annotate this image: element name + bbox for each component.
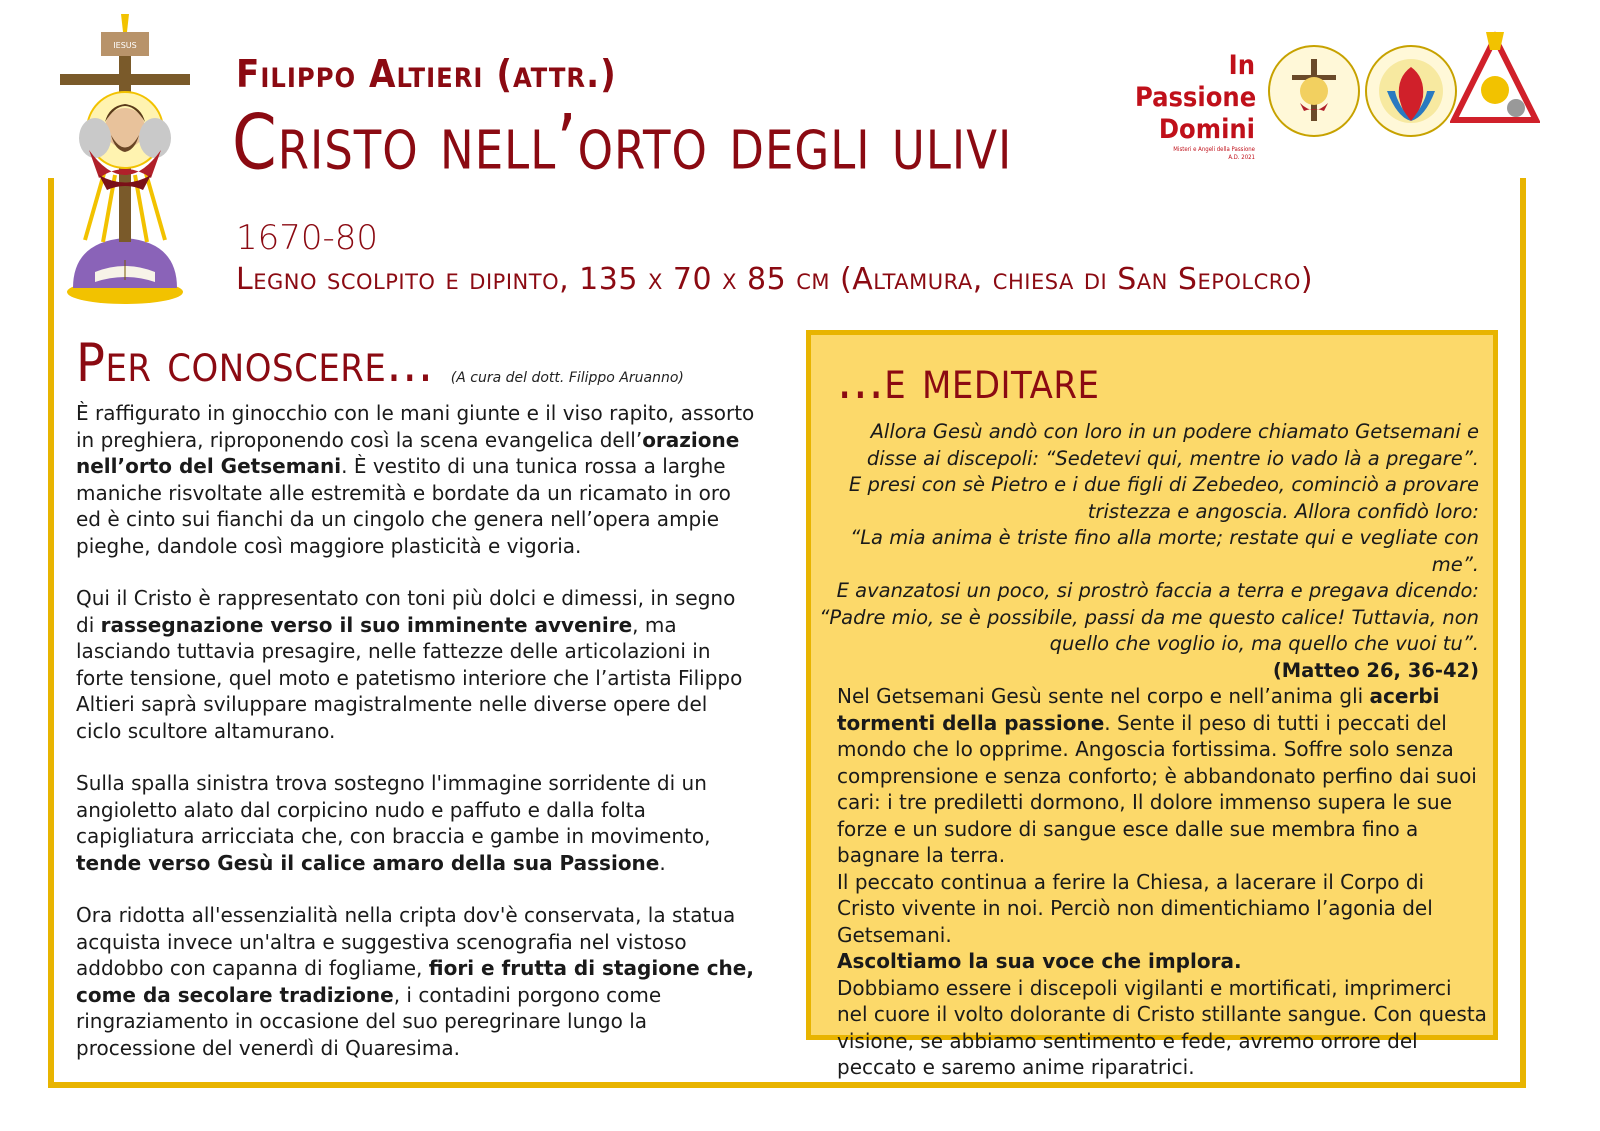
artwork-material: Legno scolpito e dipinto, 135 x 70 x 85 cm (Altamura, chiesa di San Sepolcro) [236,262,1314,297]
crucifix-emblem-icon [55,10,195,310]
knowledge-paragraph-1 [76,400,756,559]
text-run: . [659,850,666,875]
meditation-box [806,330,1498,1079]
logo-line-2: Domini [1158,114,1255,145]
gospel-line: “La mia anima è triste fino alla morte; restate qui e vegliate con me”. [850,526,1479,576]
meditation-paragraph-4: Dobbiamo essere i discepoli vigilanti e mortificati, imprimerci nel cuore il volto dolorante di Cristo stillante sangue. Con questa visione, se abbiamo sentimento e fede, avremo orrore del peccato e saremo anime riparatrici. [837,975,1487,1079]
text-run: . È vestito di una tunica rossa a larghe maniche risvoltate alle estremità e bordate da un ricamato in oro ed è cinto sui fianchi da un cingolo che genera nell’opera ampie pieghe, dandole così maggiore plasticità e vigoria. [76,454,731,558]
logo-line-1: In Passione [1135,50,1257,113]
knowledge-section [76,332,756,1087]
in-passione-domini-logo [1135,50,1255,162]
text-run: , i contadini porgono come ringraziamento in occasione del suo peregrinare lungo la processione del venerdì di Quaresima. [76,982,662,1060]
highlight-text: acerbi tormenti della passione [837,684,1440,735]
highlight-text: fiori e frutta di stagione che, come da secolare tradizione [76,956,754,1007]
text-run: Sulla spalla sinistra trova sostegno l'immagine sorridente di un angioletto alato dal corpicino nudo e paffuto e dalla folta capigliatura arricciata che, con braccia e gambe in movimento, [76,771,711,848]
gospel-line: “Padre mio, se è possibile, passi da me questo calice! Tuttavia, non quello che voglio io, ma quello che vuoi tu”. [819,605,1479,655]
author-name: Filippo Altieri (attr.) [236,52,617,96]
highlight-text: Ascoltiamo la sua voce che implora. [837,949,1242,973]
gospel-line: E presi con sè Pietro e i due figli di Zebedeo, cominciò a provare tristezza e angoscia. Allora confidò loro: [848,473,1479,523]
meditation-paragraph-1 [837,683,1487,869]
confraternita-emblem-icon [1365,45,1457,137]
highlight-text: rassegnazione verso il suo imminente avvenire [100,612,633,637]
meditation-paragraph-3 [837,948,1487,975]
meditation-title: ...e meditare [837,349,1100,411]
gospel-line: E avanzatosi un poco, si prostrò faccia a terra e pregava dicendo: [836,579,1479,602]
text-run: Qui il Cristo è rappresentato con toni più dolci e dimessi, in segno di [76,586,736,637]
knowledge-credit: (A cura del dott. Filippo Aruanno) [450,370,684,386]
knowledge-title: Per conoscere... [76,332,434,394]
highlight-text: tende verso Gesù il calice amaro della sua Passione [76,850,660,875]
crest-plaque-text: IESUS [113,41,137,50]
text-run: È raffigurato in ginocchio con le mani giunte e il viso rapito, assorto in preghiera, riproponendo così la scena evangelica dell’ [76,401,755,452]
knowledge-paragraph-3 [76,770,756,876]
starting-off-emblem-icon [1450,28,1540,133]
artwork-title: Cristo nell’orto degli ulivi [232,100,1013,188]
logo-subtitle: Misteri e Angeli della Passione [1173,146,1255,153]
text-run: . Sente il peso di tutti i peccati del mondo che lo opprime. Angoscia fortissima. Soffre solo senza comprensione e senza conforto; è abbandonato perfino dai suoi cari: i tre prediletti dormono, Il dolore immenso supera le sue forze e un sudore di sangue esce dalle sue membra fino a bagnare la terra. [837,710,1477,867]
text-run: Ora ridotta all'essenzialità nella cripta dov'è conservata, la statua acquista invece un'altra e suggestiva scenografia nel vistoso addobbo con capanna di fogliame, [76,903,736,980]
artwork-date: 1670-80 [236,218,379,258]
text-run: Nel Getsemani Gesù sente nel corpo e nell’anima gli [837,684,1370,708]
gospel-reference: (Matteo 26, 36-42) [1272,658,1479,682]
knowledge-paragraph-4 [76,902,756,1061]
highlight-text: orazione nell’orto del Getsemani [76,427,740,478]
gospel-quote [819,419,1479,684]
knowledge-paragraph-2 [76,585,756,744]
meditation-text [837,683,1487,1081]
text-run: , ma lasciando tuttavia presagire, nelle fattezze delle articolazioni in forte tensione, quel moto e patetismo interiore che l’artista Filippo Altieri saprà sviluppare magistralmente nelle diverse opere del ciclo scultore altamurano. [76,612,743,743]
gospel-line: Allora Gesù andò con loro in un podere chiamato Getsemani e disse ai discepoli: “Sedetevi qui, mentre io vado là a pregare”. [866,420,1479,470]
meditation-paragraph-2: Il peccato continua a ferire la Chiesa, a lacerare il Corpo di Cristo vivente in noi. Perciò non dimentichiamo l’agonia del Getsemani. [837,869,1433,947]
frame-accent [1520,178,1526,188]
san-sepolcro-emblem-icon [1268,45,1360,137]
logo-year: A.D. 2021 [1228,154,1255,161]
